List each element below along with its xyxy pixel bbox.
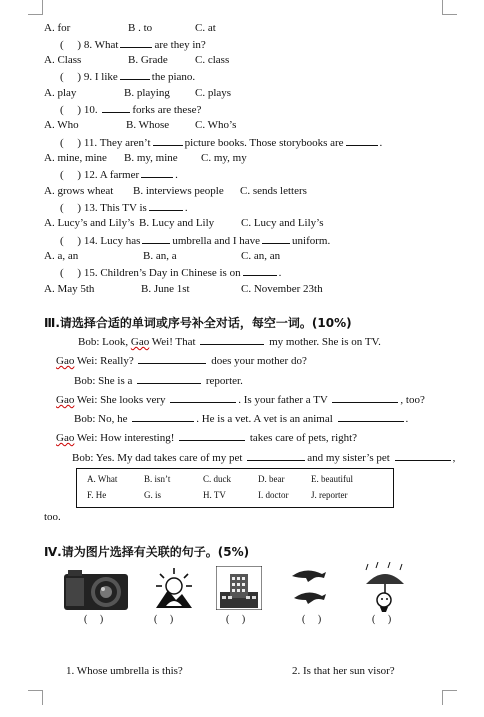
dialogue-line-5: Bob: No, he . He is a vet. A vet is an animal . bbox=[74, 413, 409, 425]
question-12: ( ) 12. A farmer . bbox=[60, 169, 178, 181]
dialogue-blank[interactable] bbox=[132, 411, 194, 422]
q12-option-c: C. sends letters bbox=[240, 185, 307, 197]
dialogue-blank[interactable] bbox=[332, 392, 398, 403]
q7-option-a: A. for bbox=[44, 22, 71, 34]
dialogue-blank[interactable] bbox=[137, 373, 201, 384]
dialogue-blank[interactable] bbox=[170, 392, 236, 403]
picture-answer-1[interactable]: ( ) bbox=[84, 614, 104, 625]
word-option: F. He bbox=[87, 490, 107, 500]
picture-answer-3[interactable]: ( ) bbox=[226, 614, 246, 625]
q10-option-a: A. Who bbox=[44, 119, 79, 131]
picture-answer-2[interactable]: ( ) bbox=[154, 614, 174, 625]
dialogue-line-4: Gao Wei: She looks very . Is your father a TV , too? bbox=[56, 394, 425, 406]
crop-mark-bottom-right bbox=[442, 690, 457, 705]
dialogue-blank[interactable] bbox=[247, 450, 305, 461]
q14-option-b: B. an, a bbox=[143, 250, 177, 262]
dialogue-line-3: Bob: She is a reporter. bbox=[74, 375, 243, 387]
q12-option-a: A. grows wheat bbox=[44, 185, 114, 197]
dialogue-line-8: too. bbox=[44, 511, 61, 523]
answer-blank[interactable] bbox=[346, 135, 378, 146]
word-option: D. bear bbox=[258, 474, 285, 484]
word-option: J. reporter bbox=[311, 490, 348, 500]
dialogue-blank[interactable] bbox=[179, 430, 245, 441]
word-option: E. beautiful bbox=[311, 474, 353, 484]
sun-mountain-picture bbox=[152, 566, 196, 610]
word-option: I. doctor bbox=[258, 490, 289, 500]
q9-option-a: A. play bbox=[44, 87, 77, 99]
question-13: ( ) 13. This TV is . bbox=[60, 202, 188, 214]
answer-blank[interactable] bbox=[141, 167, 173, 178]
word-option: G. is bbox=[144, 490, 162, 500]
q11-option-c: C. my, my bbox=[201, 152, 247, 164]
dialogue-blank[interactable] bbox=[338, 411, 404, 422]
crop-mark-bottom-left bbox=[28, 690, 43, 705]
q14-option-c: C. an, an bbox=[241, 250, 281, 262]
dialogue-line-2: Gao Wei: Really? does your mother do? bbox=[56, 355, 307, 367]
question-8: ( ) 8. What are they in? bbox=[60, 39, 206, 51]
picture-answer-4[interactable]: ( ) bbox=[302, 614, 322, 625]
q9-option-c: C. plays bbox=[195, 87, 232, 99]
q10-option-b: B. Whose bbox=[126, 119, 170, 131]
dialogue-blank[interactable] bbox=[395, 450, 451, 461]
answer-blank[interactable] bbox=[243, 265, 277, 276]
answer-blank[interactable] bbox=[262, 233, 290, 244]
umbrella-rain-picture bbox=[362, 562, 408, 612]
q14-option-a: A. a, an bbox=[44, 250, 79, 262]
q11-option-b: B. my, mine bbox=[124, 152, 178, 164]
tv-tower-picture bbox=[216, 566, 262, 610]
question-10: ( ) 10. forks are these? bbox=[60, 104, 202, 116]
answer-blank[interactable] bbox=[149, 200, 183, 211]
answer-blank[interactable] bbox=[142, 233, 170, 244]
q13-option-a: A. Lucy’s and Lily’s bbox=[44, 217, 135, 229]
dialogue-blank[interactable] bbox=[200, 334, 264, 345]
dolphins-picture bbox=[288, 566, 328, 612]
q8-option-b: B. Grade bbox=[128, 54, 168, 66]
question-15: ( ) 15. Children’s Day in Chinese is on . bbox=[60, 267, 282, 279]
q8-option-c: C. class bbox=[195, 54, 230, 66]
answer-blank[interactable] bbox=[120, 37, 152, 48]
q15-option-a: A. May 5th bbox=[44, 283, 95, 295]
question-9: ( ) 9. I like the piano. bbox=[60, 71, 196, 83]
q13-option-b: B. Lucy and Lily bbox=[139, 217, 215, 229]
q13-option-c: C. Lucy and Lily’s bbox=[241, 217, 324, 229]
camera-picture bbox=[62, 568, 130, 612]
section-4-title: Ⅳ.请为图片选择有关联的句子。(5%) bbox=[44, 545, 250, 559]
crop-mark-top-left bbox=[28, 0, 43, 15]
sentence-2: 2. Is that her sun visor? bbox=[292, 665, 395, 677]
q7-option-c: C. at bbox=[195, 22, 216, 34]
word-option: H. TV bbox=[203, 490, 226, 500]
word-bank-box bbox=[76, 468, 394, 508]
q15-option-b: B. June 1st bbox=[141, 283, 190, 295]
q12-option-b: B. interviews people bbox=[133, 185, 224, 197]
q15-option-c: C. November 23th bbox=[241, 283, 323, 295]
answer-blank[interactable] bbox=[153, 135, 183, 146]
q11-option-a: A. mine, mine bbox=[44, 152, 107, 164]
sentence-1: 1. Whose umbrella is this? bbox=[66, 665, 183, 677]
crop-mark-top-right bbox=[442, 0, 457, 15]
answer-blank[interactable] bbox=[120, 69, 150, 80]
q8-option-a: A. Class bbox=[44, 54, 82, 66]
section-3-title: Ⅲ.请选择合适的单词或序号补全对话，每空一词。(10%) bbox=[44, 316, 352, 330]
answer-blank[interactable] bbox=[102, 102, 130, 113]
picture-answer-5[interactable]: ( ) bbox=[372, 614, 392, 625]
dialogue-line-7: Bob: Yes. My dad takes care of my pet and my sister’s pet , bbox=[72, 452, 456, 464]
dialogue-line-6: Gao Wei: How interesting! takes care of pets, right? bbox=[56, 432, 358, 444]
dialogue-blank[interactable] bbox=[138, 353, 206, 364]
question-14: ( ) 14. Lucy has umbrella and I have uniform. bbox=[60, 235, 331, 247]
question-11: ( ) 11. They aren’t picture books. Those storybooks are . bbox=[60, 137, 383, 149]
word-option: A. What bbox=[87, 474, 118, 484]
dialogue-line-1: Bob: Look, Gao Wei! That my mother. She is on TV. bbox=[78, 336, 381, 348]
q9-option-b: B. playing bbox=[124, 87, 170, 99]
q10-option-c: C. Who’s bbox=[195, 119, 237, 131]
word-option: B. isn’t bbox=[144, 474, 171, 484]
q7-option-b: B . to bbox=[128, 22, 153, 34]
word-option: C. duck bbox=[203, 474, 231, 484]
